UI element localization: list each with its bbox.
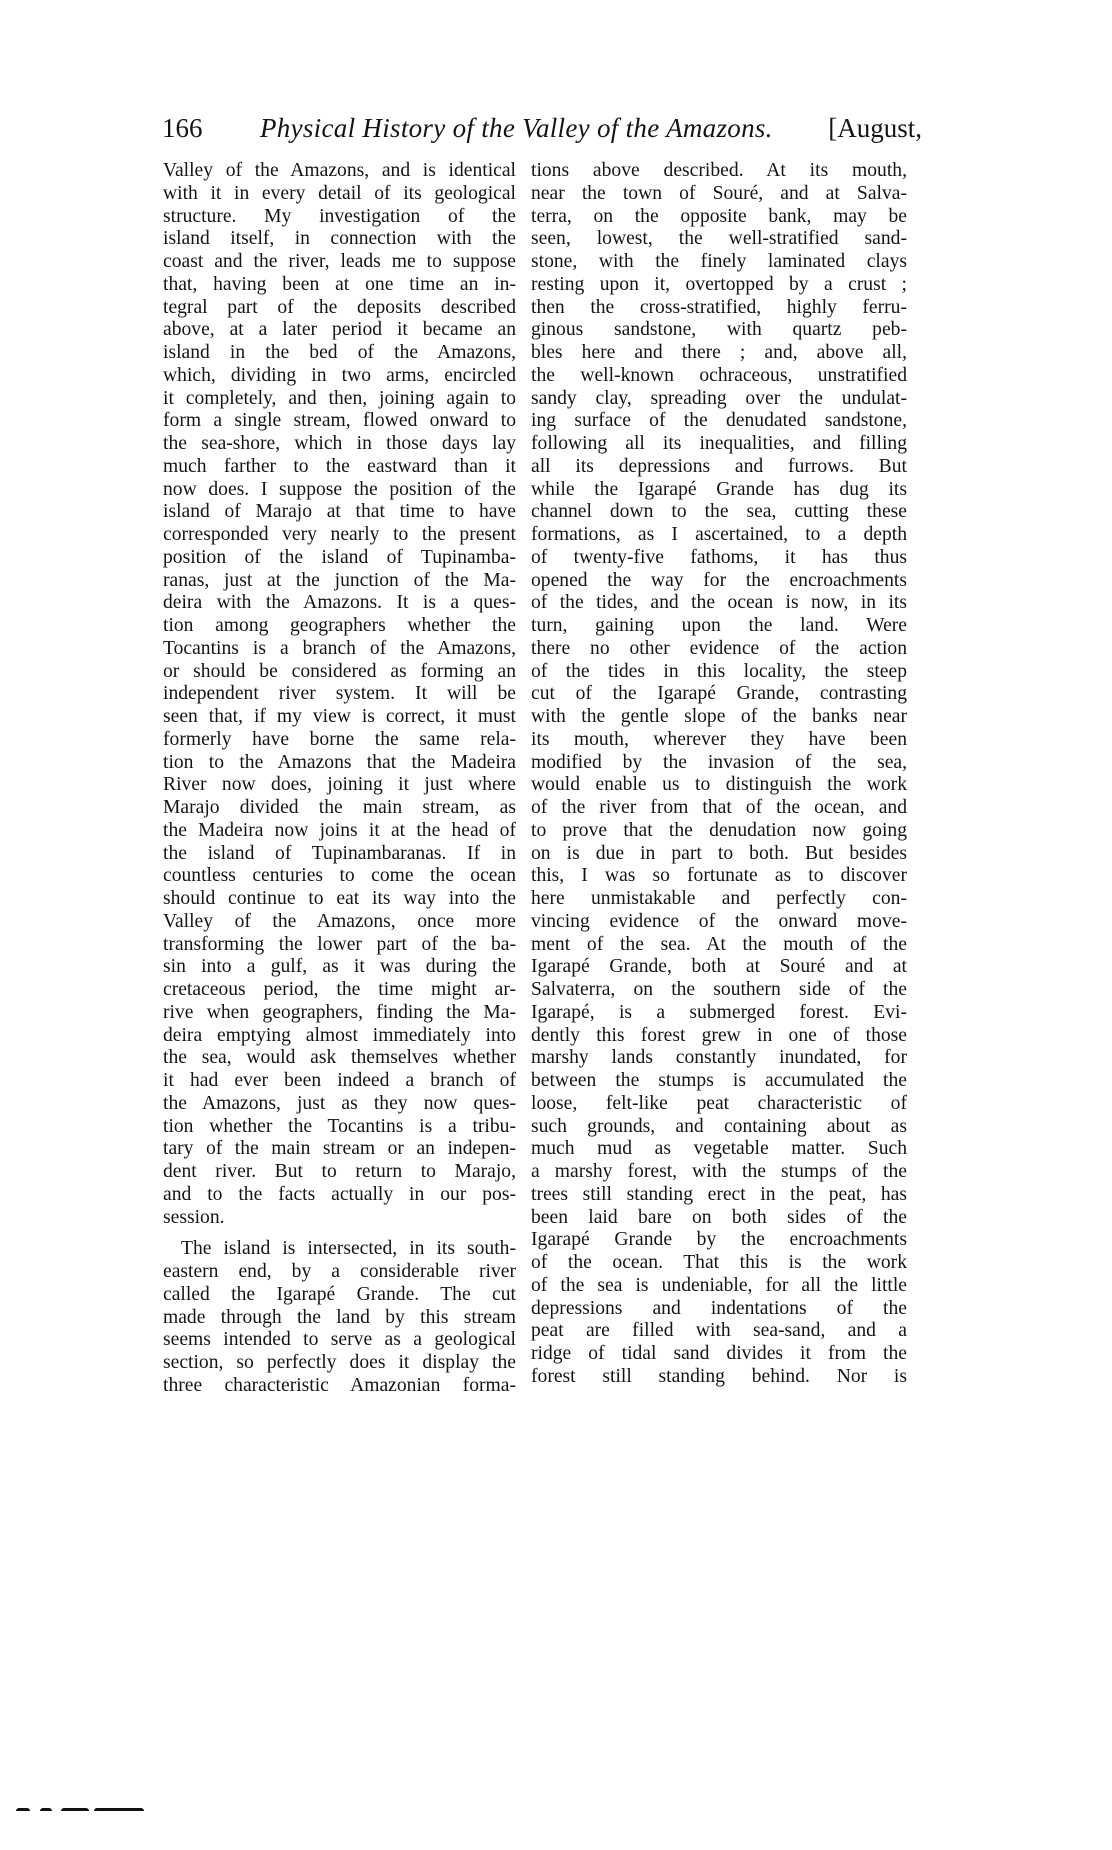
- text-line: opened the way for the encroachments: [531, 569, 907, 591]
- text-line: depressions and indentations of the: [531, 1297, 907, 1319]
- text-line: island in the bed of the Amazons,: [163, 342, 516, 363]
- text-line: above, at a later period it became an: [163, 319, 516, 341]
- text-line: should continue to eat its way into the: [163, 888, 516, 909]
- text-line: tion to the Amazons that the Madeira: [163, 751, 516, 773]
- text-line: of twenty-five fathoms, it has thus: [531, 546, 907, 568]
- text-line: tary of the main stream or an indepen-: [163, 1138, 516, 1160]
- text-line: the island of Tupinambaranas. If in: [163, 842, 516, 864]
- text-line: seen that, if my view is correct, it must: [163, 706, 516, 727]
- text-line: much farther to the eastward than it: [163, 455, 516, 477]
- text-line: the well-known ochraceous, unstratified: [531, 364, 907, 386]
- text-line: and to the facts actually in our pos-: [163, 1183, 516, 1205]
- text-line: Igarapé Grande, both at Souré and at: [531, 956, 907, 978]
- text-line: island itself, in connection with the: [163, 228, 516, 250]
- text-line: seen, lowest, the well-stratified sand-: [531, 228, 907, 250]
- text-line: to prove that the denudation now going: [531, 819, 907, 841]
- text-line: all its depressions and furrows. But: [531, 455, 907, 477]
- text-line: sandy clay, spreading over the undulat-: [531, 387, 907, 409]
- text-line: eastern end, by a considerable river: [163, 1261, 516, 1282]
- text-line: that, having been at one time an in-: [163, 273, 516, 295]
- text-line: dently this forest grew in one of those: [531, 1024, 907, 1046]
- text-line: terra, on the opposite bank, may be: [531, 205, 907, 227]
- text-line: form a single stream, flowed onward to: [163, 410, 516, 432]
- text-line: Valley of the Amazons, once more: [163, 910, 516, 932]
- text-line: vincing evidence of the onward move-: [531, 910, 907, 932]
- text-line: of the tides in this locality, the steep: [531, 660, 907, 682]
- text-line: this, I was so fortunate as to discover: [531, 865, 907, 887]
- text-line: modified by the invasion of the sea,: [531, 751, 907, 773]
- text-line: made through the land by this stream: [163, 1306, 516, 1328]
- text-line: near the town of Souré, and at Salva-: [531, 182, 907, 204]
- text-line: Salvaterra, on the southern side of the: [531, 979, 907, 1000]
- text-line: tion among geographers whether the: [163, 615, 516, 636]
- text-line: ing surface of the denudated sandstone,: [531, 410, 907, 432]
- text-line: Igarapé Grande by the encroachments: [531, 1229, 907, 1251]
- text-line: tions above described. At its mouth,: [531, 160, 907, 181]
- text-line: ment of the sea. At the mouth of the: [531, 933, 907, 955]
- text-line: of the river from that of the ocean, and: [531, 797, 907, 818]
- paragraph-gap: [163, 1229, 516, 1238]
- paragraph: [163, 160, 516, 1229]
- text-line: formerly have borne the same rela-: [163, 728, 516, 750]
- text-line: ginous sandstone, with quartz peb-: [531, 319, 907, 341]
- text-line: of the ocean. That this is the work: [531, 1252, 907, 1273]
- text-line: ridge of tidal sand divides it from the: [531, 1343, 907, 1364]
- text-line: of the tides, and the ocean is now, in its: [531, 592, 907, 614]
- text-line: sin into a gulf, as it was during the: [163, 956, 516, 978]
- text-line: it had ever been indeed a branch of: [163, 1070, 516, 1091]
- text-line: Marajo divided the main stream, as: [163, 797, 516, 818]
- text-line: which, dividing in two arms, encircled: [163, 364, 516, 386]
- left-column: [163, 160, 516, 1398]
- text-line: such grounds, and containing about as: [531, 1115, 907, 1137]
- text-line: deira with the Amazons. It is a ques-: [163, 592, 516, 614]
- text-line: been laid bare on both sides of the: [531, 1206, 907, 1228]
- paragraph: [163, 1238, 516, 1397]
- text-line: bles here and there ; and, above all,: [531, 342, 907, 363]
- text-line: with it in every detail of its geological: [163, 182, 516, 204]
- text-line: would enable us to distinguish the work: [531, 774, 907, 796]
- text-line: tion whether the Tocantins is a tribu-: [163, 1115, 516, 1137]
- text-line: here unmistakable and perfectly con-: [531, 888, 907, 909]
- text-line: structure. My investigation of the: [163, 205, 516, 227]
- text-line: The island is intersected, in its south-: [181, 1238, 516, 1260]
- text-line: forest still standing behind. Nor is: [531, 1365, 907, 1387]
- scan-artifact: [16, 1808, 144, 1812]
- text-line: on is due in part to both. But besides: [531, 842, 907, 864]
- text-line: a marshy forest, with the stumps of the: [531, 1161, 907, 1182]
- text-line: with the gentle slope of the banks near: [531, 706, 907, 727]
- text-line: the sea, would ask themselves whether: [163, 1047, 516, 1069]
- text-line: transforming the lower part of the ba-: [163, 933, 516, 955]
- text-line: while the Igarapé Grande has dug its: [531, 478, 907, 500]
- text-line: coast and the river, leads me to suppose: [163, 251, 516, 272]
- text-line: called the Igarapé Grande. The cut: [163, 1283, 516, 1305]
- text-line: much mud as vegetable matter. Such: [531, 1138, 907, 1160]
- text-line: dent river. But to return to Marajo,: [163, 1161, 516, 1182]
- text-line: resting upon it, overtopped by a crust ;: [531, 273, 907, 295]
- text-line: there no other evidence of the action: [531, 637, 907, 659]
- text-line: Igarapé, is a submerged forest. Evi-: [531, 1001, 907, 1023]
- text-line: following all its inequalities, and filling: [531, 433, 907, 454]
- text-line: formations, as I ascertained, to a depth: [531, 524, 907, 545]
- running-title: Physical History of the Valley of the Amazons.: [260, 113, 773, 143]
- text-line: marshy lands constantly inundated, for: [531, 1047, 907, 1069]
- issue-label: [August,: [828, 113, 922, 143]
- text-line: the sea-shore, which in those days lay: [163, 433, 516, 454]
- text-line: cretaceous period, the time might ar-: [163, 979, 516, 1000]
- text-line: of the sea is undeniable, for all the little: [531, 1274, 907, 1296]
- text-line: session.: [163, 1206, 225, 1228]
- text-line: channel down to the sea, cutting these: [531, 501, 907, 523]
- text-line: Tocantins is a branch of the Amazons,: [163, 637, 516, 659]
- text-line: three characteristic Amazonian forma-: [163, 1374, 516, 1396]
- text-line: trees still standing erect in the peat, has: [531, 1183, 907, 1205]
- text-line: section, so perfectly does it display the: [163, 1352, 516, 1373]
- text-line: independent river system. It will be: [163, 683, 516, 705]
- text-line: or should be considered as forming an: [163, 660, 516, 682]
- text-line: turn, gaining upon the land. Were: [531, 615, 907, 636]
- text-line: deira emptying almost immediately into: [163, 1024, 516, 1046]
- text-line: countless centuries to come the ocean: [163, 865, 516, 887]
- text-line: loose, felt-like peat characteristic of: [531, 1092, 907, 1114]
- running-head: [162, 108, 922, 148]
- text-line: tegral part of the deposits described: [163, 296, 516, 318]
- text-line: stone, with the finely laminated clays: [531, 251, 907, 272]
- text-line: the Madeira now joins it at the head of: [163, 819, 516, 841]
- text-line: it completely, and then, joining again to: [163, 387, 516, 409]
- text-line: corresponded very nearly to the present: [163, 524, 516, 545]
- text-line: position of the island of Tupinamba-: [163, 546, 516, 568]
- text-line: ranas, just at the junction of the Ma-: [163, 569, 516, 591]
- text-line: then the cross-stratified, highly ferru-: [531, 296, 907, 318]
- text-line: Valley of the Amazons, and is identical: [163, 160, 516, 181]
- text-line: seems intended to serve as a geological: [163, 1329, 516, 1351]
- right-column: [531, 160, 907, 1389]
- text-line: now does. I suppose the position of the: [163, 478, 516, 500]
- page-number: 166: [162, 113, 203, 143]
- text-line: island of Marajo at that time to have: [163, 501, 516, 523]
- text-line: the Amazons, just as they now ques-: [163, 1092, 516, 1114]
- text-line: its mouth, wherever they have been: [531, 728, 907, 750]
- text-line: cut of the Igarapé Grande, contrasting: [531, 683, 907, 705]
- text-line: peat are filled with sea-sand, and a: [531, 1320, 907, 1342]
- text-line: between the stumps is accumulated the: [531, 1070, 907, 1091]
- text-line: River now does, joining it just where: [163, 774, 516, 796]
- text-line: rive when geographers, finding the Ma-: [163, 1001, 516, 1023]
